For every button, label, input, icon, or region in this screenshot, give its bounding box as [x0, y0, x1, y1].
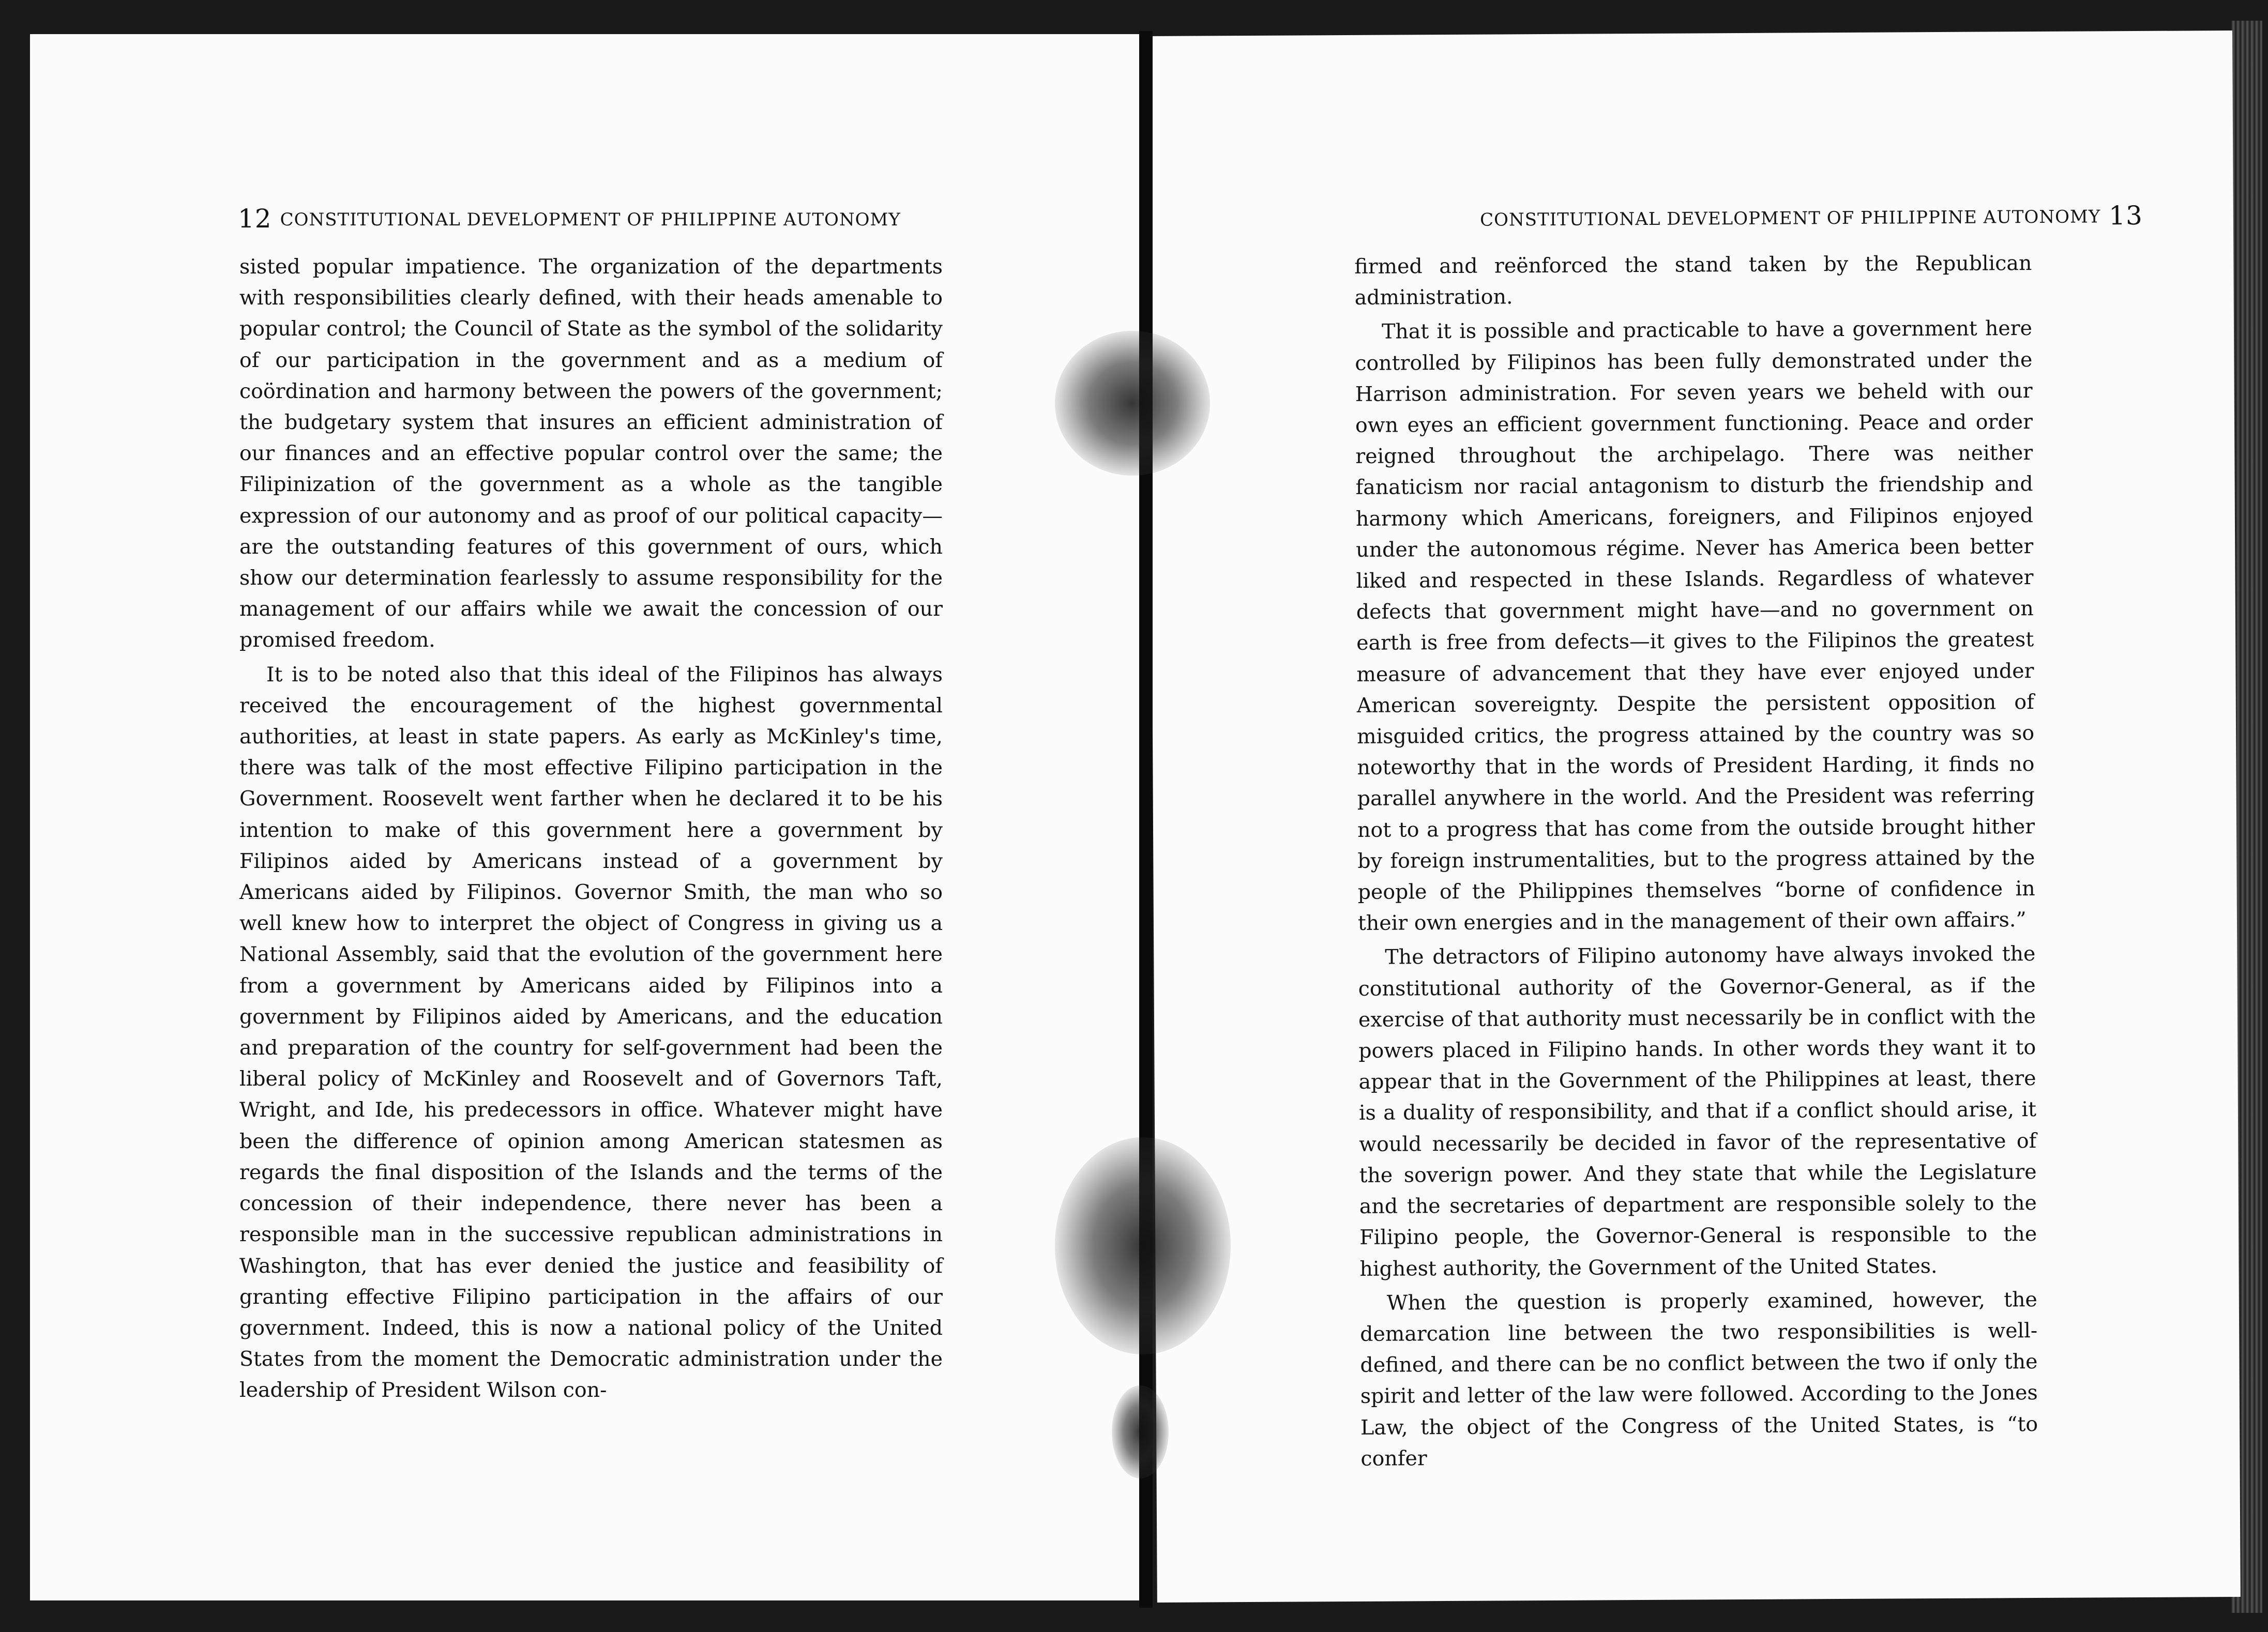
right-running-head: [1385, 201, 2143, 235]
ink-smudge-lower: [1055, 1137, 1231, 1354]
ink-smudge-bottom: [1112, 1385, 1169, 1478]
right-page: [1149, 30, 2241, 1603]
right-paragraph-2: That it is possible and practicable to have a government here controlled by Filipinos has been fully demonstrated under the Harrison administration. For seven years we beheld with our own eyes an efficient government functioning. Peace and order reigned throughout the archipelago. There was neither fanaticism nor racial antagonism to disturb the friendship and harmony which Americans, foreigners, and Filipinos enjoyed under the autonomous régime. Never has America been better liked and respected in these Islands. Regardless of whatever defects that government might have—and no government on earth is free from defects—it gives to the Filipinos the greatest measure of advancement that they have ever enjoyed under American sovereignty. Despite the persistent opposition of misguided critics, the progress attained by the country was so noteworthy that in the words of President Harding, it finds no parallel anywhere in the world. And the President was referring not to a progress that has come from the outside brought hither by foreign instrumentalities, but to the progress attained by the people of the Philippines themselves “borne of confidence in their own energies and in the management of their own affairs.”: [1355, 316, 2035, 936]
left-running-title: CONSTITUTIONAL DEVELOPMENT OF PHILIPPINE AUTONOMY: [280, 209, 901, 230]
right-body-text: [1354, 248, 2038, 1474]
left-running-head: [238, 204, 941, 234]
left-page: [30, 34, 1140, 1600]
left-body-text: [239, 251, 943, 1406]
right-running-title: CONSTITUTIONAL DEVELOPMENT OF PHILIPPINE AUTONOMY: [1480, 206, 2101, 231]
right-paragraph-3: The detractors of Filipino autonomy have always invoked the constitutional authority of the Governor-General, as if the exercise of that authority must necessarily be in conflict with the powers placed in Filipino hands. In other words they want it to appear that in the Government of the Philippines at least, there is a duality of responsibility, and that if a conflict should arise, it would necessarily be decided in favor of the representative of the soverign power. And they state that while the Legislature and the secretaries of department are responsible solely to the Filipino people, the Governor-General is responsible to the highest authority, the Government of the United States.: [1358, 942, 2037, 1281]
left-paragraph-2: It is to be noted also that this ideal of the Filipinos has always received the encouragement of the highest governmental authorities, at least in state papers. As early as McKinley's time, there was talk of the most effective Filipino participation in the Government. Roosevelt went farther when he declared it to be his intention to make of this government here a government by Filipinos aided by Americans instead of a government by Americans aided by Filipinos. Governor Smith, the man who so well knew how to interpret the object of Congress in giving us a National Assembly, said that the evolution of the government here from a government by Americans aided by Filipinos into a government by Filipinos aided by Americans, and the education and preparation of the country for self-government had been the liberal policy of McKinley and Roosevelt and of Governors Taft, Wright, and Ide, his predecessors in office. Whatever might have been the difference of opinion among American statesmen as regards the final disposition of the Islands and the terms of the concession of their independence, there never has been a responsible man in the successive republican administrations in Washington, that has ever denied the justice and feasibility of granting effective Filipino participation in the affairs of our government. Indeed, this is now a national policy of the United States from the moment the Democratic administration under the leadership of President Wilson con-: [239, 662, 943, 1402]
right-paragraph-4: When the question is properly examined, however, the demarcation line between the two responsibilities is well-defined, and there can be no conflict between the two if only the spirit and letter of the law were followed. According to the Jones Law, the object of the Congress of the United States, is “to confer: [1360, 1287, 2038, 1471]
ink-smudge-upper: [1055, 331, 1210, 476]
book-spine-gutter: [1139, 31, 1153, 1608]
left-page-number: 12: [238, 204, 272, 234]
left-paragraph-1: sisted popular impatience. The organization of the departments with responsibilities clearly defined, with their heads amenable to popular control; the Council of State as the symbol of the solidarity of our participation in the government and as a medium of coördination and harmony between the powers of the government; the budgetary system that insures an efficient administration of our finances and an effective popular control over the same; the Filipinization of the government as a whole as the tangible expression of our autonomy and as proof of our political capacity—are the outstanding features of this government of ours, which show our determination fearlessly to assume responsibility for the management of our affairs while we await the concession of our promised freedom.: [239, 255, 943, 652]
right-page-number: 13: [2109, 200, 2143, 231]
right-paragraph-1: firmed and reënforced the stand taken by the Republican administration.: [1354, 251, 2032, 310]
